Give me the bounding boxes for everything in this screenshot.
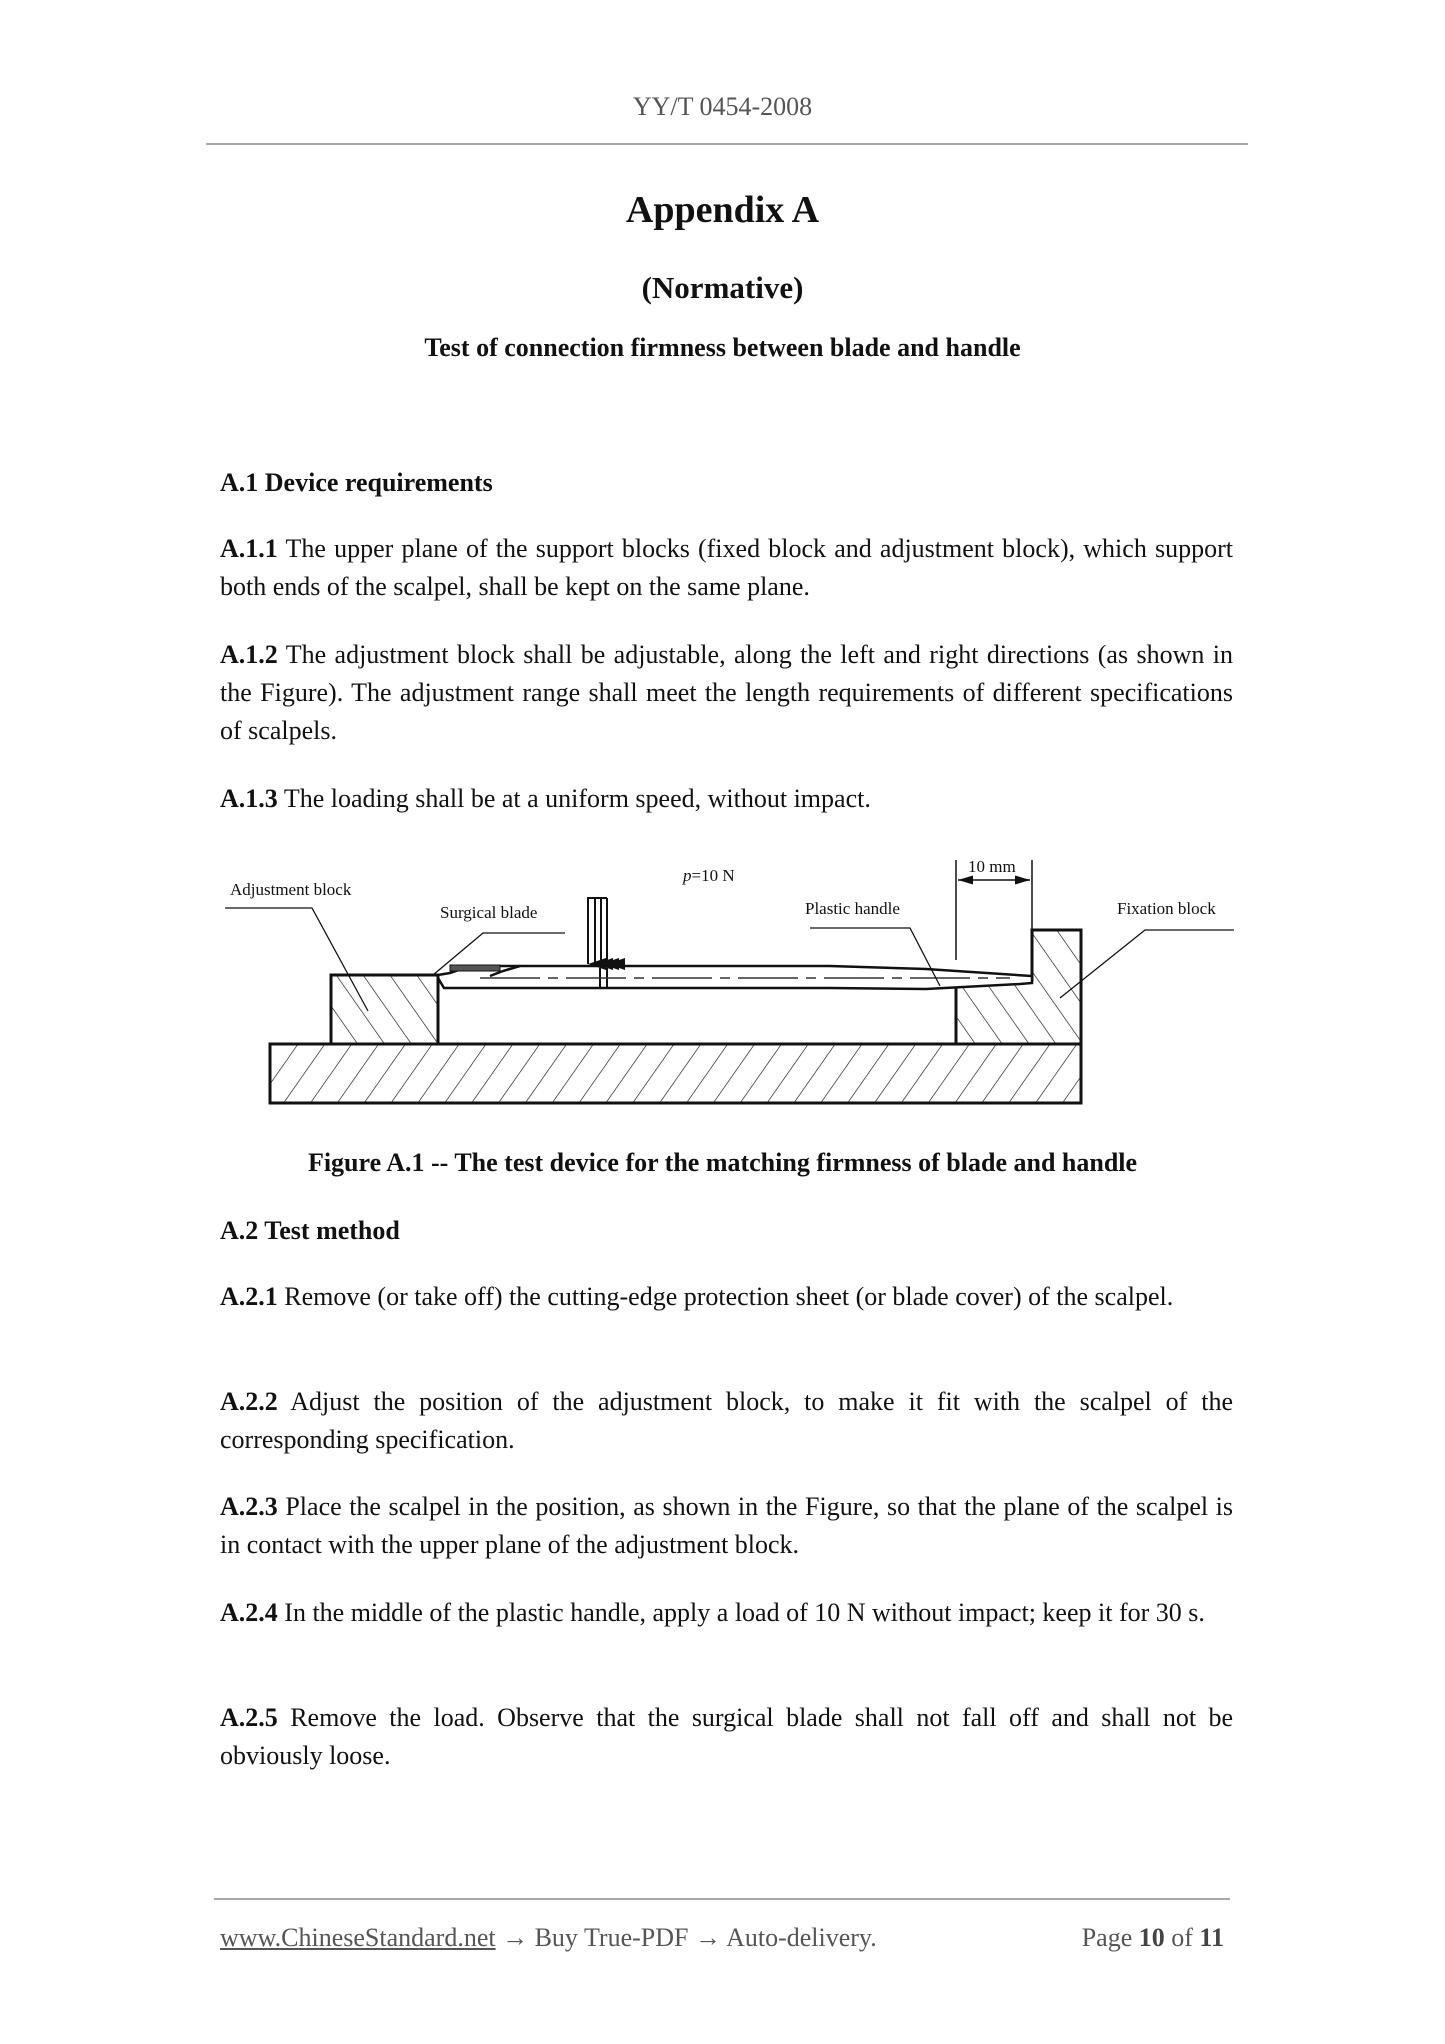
appendix-subject: Test of connection firmness between blade and handle: [424, 333, 1021, 362]
arrow-right-icon: →: [502, 1923, 529, 1952]
chinesestandard-link[interactable]: www.ChineseStandard.net: [220, 1923, 496, 1952]
clause-text: The adjustment block shall be adjustable, along the left and right directions (as shown in the Figure). The adjustment range shall meet the length requirements of different specifications of scalpels.: [220, 640, 1233, 745]
section-heading-a1: A.1 Device requirements: [220, 468, 493, 497]
load-arrows: [587, 898, 607, 964]
label-dimension: 10 mm: [968, 857, 1016, 876]
clause-text: In the middle of the plastic handle, apply a load of 10 N without impact; keep it for 30 s.: [284, 1598, 1205, 1627]
clause-a-2-3: [220, 1488, 1233, 1564]
appendix-type: (Normative): [641, 270, 804, 305]
header-divider: [206, 143, 1248, 145]
clause-a-2-2: [220, 1383, 1233, 1459]
page-number: [1082, 1923, 1224, 1953]
of-word: of: [1171, 1923, 1193, 1952]
clause-text: Place the scalpel in the position, as shown in the Figure, so that the plane of the scalpel is in contact with the upper plane of the adjustment block.: [220, 1492, 1233, 1559]
label-adjustment-block: Adjustment block: [230, 880, 352, 899]
page-total: 11: [1199, 1923, 1224, 1952]
footer-step-buy: Buy True-PDF: [534, 1923, 689, 1952]
footer-divider: [214, 1898, 1230, 1900]
clause-text: The loading shall be at a uniform speed, without impact.: [283, 784, 871, 813]
clause-a-2-4: [220, 1594, 1233, 1632]
arrow-right-icon: →: [695, 1923, 721, 1952]
clause-text: The upper plane of the support blocks (fixed block and adjustment block), which support both ends of the scalpel, shall be kept on the same plane.: [220, 534, 1234, 601]
document-id-header: YY/T 0454-2008: [632, 92, 813, 121]
clause-number: A.2.1: [220, 1282, 278, 1311]
footer-promo: [220, 1923, 877, 1953]
page-word: Page: [1081, 1923, 1133, 1952]
figure-a1-test-device: [220, 848, 1240, 1118]
clause-number: A.2.4: [220, 1598, 278, 1627]
label-load: [682, 866, 735, 885]
clause-text: Remove (or take off) the cutting-edge protection sheet (or blade cover) of the scalpel.: [284, 1282, 1174, 1311]
label-plastic-handle: Plastic handle: [805, 899, 900, 918]
page-current: 10: [1138, 1923, 1165, 1952]
clause-number: A.2.3: [220, 1492, 278, 1521]
load-value: =10 N: [691, 866, 735, 885]
load-symbol: p: [683, 866, 692, 885]
clause-number: A.2.2: [220, 1387, 278, 1416]
clause-number: A.1.3: [220, 784, 278, 813]
clause-a-1-3: [220, 780, 1233, 818]
figure-caption: Figure A.1 -- The test device for the matching firmness of blade and handle: [307, 1148, 1138, 1177]
label-surgical-blade: Surgical blade: [440, 903, 538, 922]
clause-a-2-5: [220, 1699, 1233, 1775]
clause-number: A.1.1: [220, 534, 278, 563]
section-heading-a2: A.2 Test method: [220, 1216, 400, 1245]
clause-a-2-1: [220, 1278, 1233, 1316]
adjustment-block: [331, 975, 438, 1044]
clause-number: A.2.5: [220, 1703, 278, 1732]
base-plate: [270, 1044, 1081, 1103]
appendix-title: Appendix A: [625, 189, 820, 231]
clause-text: Adjust the position of the adjustment block, to make it fit with the scalpel of the corresponding specification.: [220, 1387, 1233, 1454]
clause-number: A.1.2: [220, 640, 278, 669]
label-fixation-block: Fixation block: [1117, 899, 1216, 918]
clause-text: Remove the load. Observe that the surgical blade shall not fall off and shall not be obviously loose.: [220, 1703, 1234, 1770]
clause-a-1-1: [220, 530, 1233, 606]
clause-a-1-2: [220, 636, 1233, 750]
blade-insert: [450, 965, 500, 971]
leader-fixation-block: [1060, 930, 1234, 998]
footer-step-delivery: Auto-delivery.: [726, 1923, 877, 1952]
